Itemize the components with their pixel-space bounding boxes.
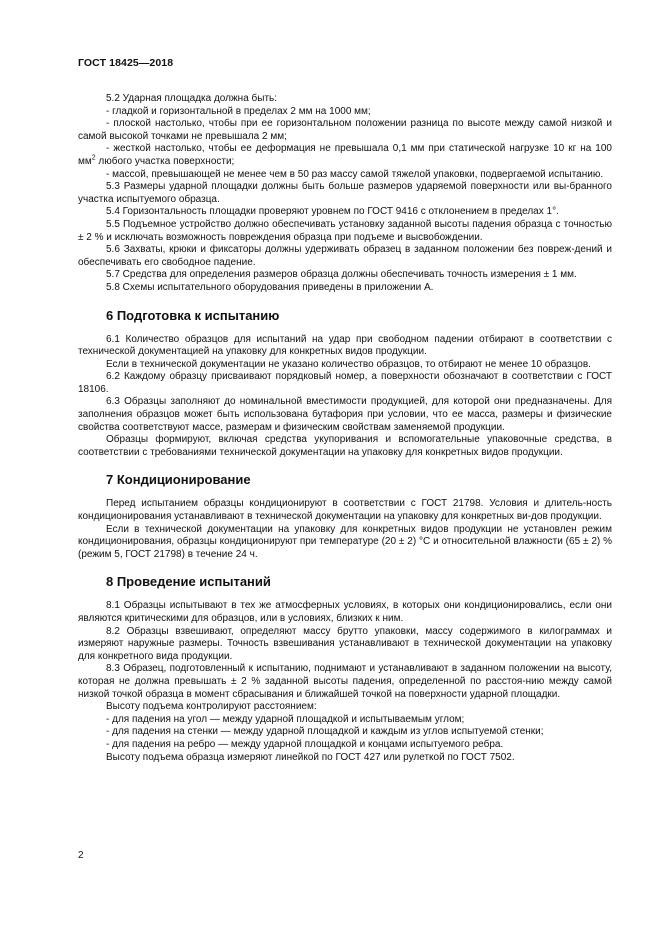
section-6-heading: 6 Подготовка к испытанию (106, 307, 280, 323)
paragraph-5-8: 5.8 Схемы испытательного оборудования приведены в приложении А. (106, 281, 434, 293)
paragraph-6-1-b: Если в технической документации не указано количество образцов, то отбирают не менее 10 образцов. (106, 358, 591, 370)
paragraph-5-5: 5.5 Подъемное устройство должно обеспечивать установку заданной высоты падения образца с точностью ± 2 % и исключать возможность повреждения образца при подъеме и высвобождении. (78, 218, 612, 243)
paragraph-6-3: 6.3 Образцы заполняют до номинальной вместимости продукцией, для которой они предназначены. Для заполнения образцов может быть использована бутафория при условии, что ее масса, размеры и физические свойства соответствуют массе, размерам и физическим свойствам заменяемой продукции. (78, 396, 612, 433)
page-number: 2 (78, 850, 84, 861)
list-item-5-2-b: - плоской настолько, чтобы при ее горизонтальном положении разница по высоте между самой низкой и самой высокой точками не превышала 2 мм; (78, 118, 612, 142)
paragraph-5-2: 5.2 Ударная площадка должна быть: (106, 93, 278, 104)
list-item-5-2-d: - массой, превышающей не менее чем в 50 раз массу самой тяжелой упаковки, подвергаемой испытанию. (106, 168, 604, 180)
superscript-2: 2 (91, 154, 96, 162)
list-item-8-3-e: - для падения на ребро — между ударной площадкой и концами испытуемого ребра. (106, 738, 504, 750)
paragraph-6-1: 6.1 Количество образцов для испытаний на удар при свободном падении отбирают в соответствии с технической документацией на упаковку для конкретных видов продукции. (78, 333, 612, 358)
list-item-5-2-c-tail: любого участка поверхности; (95, 155, 235, 167)
list-item-5-2-a: - гладкой и горизонтальной в пределах 2 мм на 1000 мм; (106, 105, 371, 117)
paragraph-8-3-f: Высоту подъема образца измеряют линейкой по ГОСТ 427 или рулеткой по ГОСТ 7502. (106, 751, 515, 763)
paragraph-7-b: Если в технической документации на упаковку для конкретных видов продукции не установлен режим кондиционирования, образцы кондиционируют при температуре (20 ± 2) °С и относительной влажности (65 ± 2) % (режим 5, ГОСТ 21798) в течение 24 ч. (78, 523, 612, 560)
paragraph-5-7: 5.7 Средства для определения размеров образца должны обеспечивать точность измерения ± 1 мм. (106, 269, 577, 281)
page-content (78, 93, 612, 764)
list-item-5-2-c-text: - жесткой настолько, чтобы ее деформация не превышала 0,1 мм при статической нагрузке 10 кг на 100 мм (78, 143, 612, 167)
list-item-5-2-c (78, 143, 612, 168)
paragraph-8-2: 8.2 Образцы взвешивают, определяют массу брутто упаковки, массу содержимого в килограммах и измеряют наружные размеры. Точность взвешивания устанавливают в технической документации на упаковку для конкретного вида продукции. (78, 625, 612, 662)
paragraph-8-1: 8.1 Образцы испытывают в тех же атмосферных условиях, в которых они кондиционировались, если они являются критическими для образцов, или в условиях, близких к ним. (78, 600, 612, 624)
paragraph-6-2: 6.2 Каждому образцу присваивают порядковый номер, а поверхности обозначают в соответствии с ГОСТ 18106. (78, 371, 612, 395)
document-code: ГОСТ 18425—2018 (78, 57, 174, 69)
paragraph-8-3: 8.3 Образец, подготовленный к испытанию, поднимают и устанавливают в заданном положении на высоту, которая не должна превышать ± 2 % заданной высоты падения, определенной по расстоя-нию между самой низкой точкой образца в момент сбрасывания и ближайшей точкой на поверхности ударной площадки. (78, 663, 612, 700)
section-8-heading: 8 Проведение испытаний (106, 574, 271, 590)
list-item-8-3-c: - для падения на угол — между ударной площадкой и испытываемым углом; (106, 713, 465, 725)
paragraph-5-4: 5.4 Горизонтальность площадки проверяют уровнем по ГОСТ 9416 с отклонением в пределах 1°. (106, 206, 559, 218)
paragraph-8-3-b: Высоту подъема контролируют расстоянием: (106, 701, 317, 713)
section-7-heading: 7 Кондиционирование (106, 472, 251, 488)
paragraph-6-3-b: Образцы формируют, включая средства укупоривания и вспомогательные упаковочные средства, в соответствии с требованиями технической документации на упаковку для конкретных видов продукции. (78, 434, 612, 458)
paragraph-5-3: 5.3 Размеры ударной площадки должны быть больше размеров ударяемой поверхности или вы-бранного участка испытуемого образца. (78, 181, 612, 205)
paragraph-5-6: 5.6 Захваты, крюки и фиксаторы должны удерживать образец в заданном положении без повреж-дений и обеспечивать его свободное падение. (78, 244, 612, 268)
paragraph-7-a: Перед испытанием образцы кондиционируют в соответствии с ГОСТ 21798. Условия и длитель-ность кондиционирования устанавливают в технической документации на упаковку для конкретных ви-дов продукции. (78, 498, 612, 523)
list-item-8-3-d: - для падения на стенки — между ударной площадкой и каждым из углов испытуемой стенки; (106, 726, 544, 738)
